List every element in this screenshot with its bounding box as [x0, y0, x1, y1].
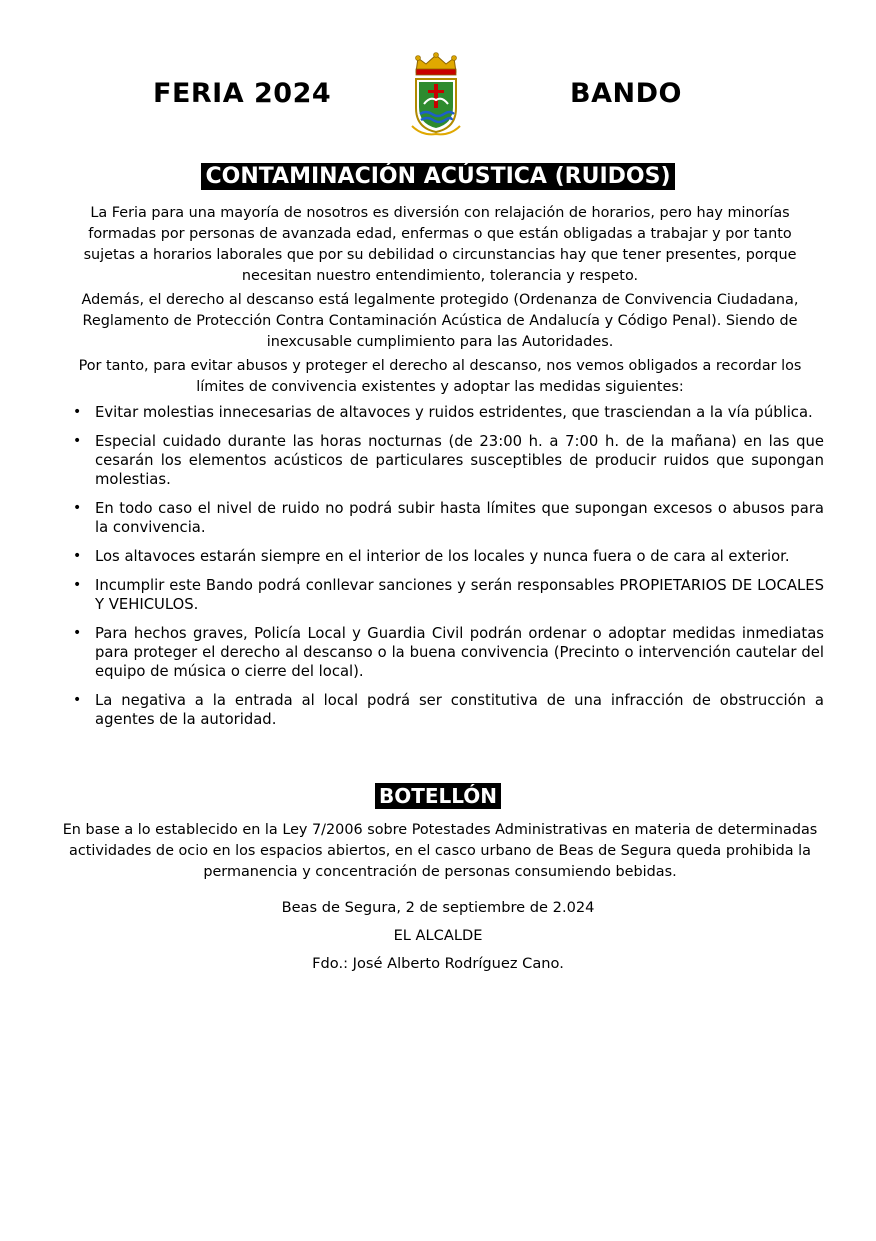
header — [0, 52, 876, 142]
botellon-title: BOTELLÓN — [375, 783, 501, 809]
list-item: • Incumplir este Bando podrá conllevar sanciones y serán responsables PROPIETARIOS DE LOCALES Y VEHICULOS. — [68, 576, 824, 614]
signature-role: EL ALCALDE — [393, 927, 483, 944]
list-item: • Especial cuidado durante las horas nocturnas (de 23:00 h. a 7:00 h. de la mañana) en las que cesarán los elementos acústicos de particulares susceptibles de producir ruidos que supongan molestias. — [68, 432, 824, 489]
intro-paragraph: La Feria para una mayoría de nosotros es diversión con relajación de horarios, pero hay minorías formadas por personas de avanzada edad, enfermas o que están obligadas a trabajar y por tanto sujetas a horarios laborales que por su debilidad o circunstancias hay que tener presentes, porque necesitan nuestro entendimiento, tolerancia y respeto. — [83, 205, 797, 284]
measures-intro-paragraph: Por tanto, para evitar abusos y proteger el derecho al descanso, nos vemos obligados a recordar los límites de convivencia existentes y adoptar las medidas siguientes: — [78, 358, 802, 395]
legal-paragraph: Además, el derecho al descanso está legalmente protegido (Ordenanza de Convivencia Ciudadana, Reglamento de Protección Contra Contaminación Acústica de Andalucía y Código Penal). Siendo de inexcusable cumplimiento para las Autoridades. — [81, 292, 799, 350]
signature-place-date: Beas de Segura, 2 de septiembre de 2.024 — [281, 899, 595, 916]
list-item: • Evitar molestias innecesarias de altavoces y ruidos estridentes, que trasciendan a la vía pública. — [68, 403, 824, 422]
section-title-noise — [0, 163, 876, 190]
list-item: • Para hechos graves, Policía Local y Guardia Civil podrán ordenar o adoptar medidas inmediatas para proteger el derecho al descanso o la buena convivencia (Precinto o intervención cautelar del equipo de música o cierre del local). — [68, 624, 824, 681]
header-right-title: BANDO — [570, 78, 682, 109]
signature-name: Fdo.: José Alberto Rodríguez Cano. — [312, 955, 564, 972]
noise-title: CONTAMINACIÓN ACÚSTICA (RUIDOS) — [201, 163, 674, 190]
list-item: • Los altavoces estarán siempre en el interior de los locales y nunca fuera o de cara al exterior. — [68, 547, 824, 566]
botellon-paragraph: En base a lo establecido en la Ley 7/2006 sobre Potestades Administrativas en materia de determinadas actividades de ocio en los espacios abiertos, en el casco urbano de Beas de Segura queda prohibida la permanencia y concentración de personas consumiendo bebidas. — [62, 822, 818, 880]
list-item: • La negativa a la entrada al local podrá ser constitutiva de una infracción de obstrucción a agentes de la autoridad. — [68, 691, 824, 729]
section-title-botellon — [0, 783, 876, 809]
coat-of-arms-icon — [408, 52, 464, 136]
rules-list — [68, 403, 824, 739]
list-item: • En todo caso el nivel de ruido no podrá subir hasta límites que supongan excesos o abusos para la convivencia. — [68, 499, 824, 537]
header-left-title: FERIA 2024 — [153, 78, 332, 109]
